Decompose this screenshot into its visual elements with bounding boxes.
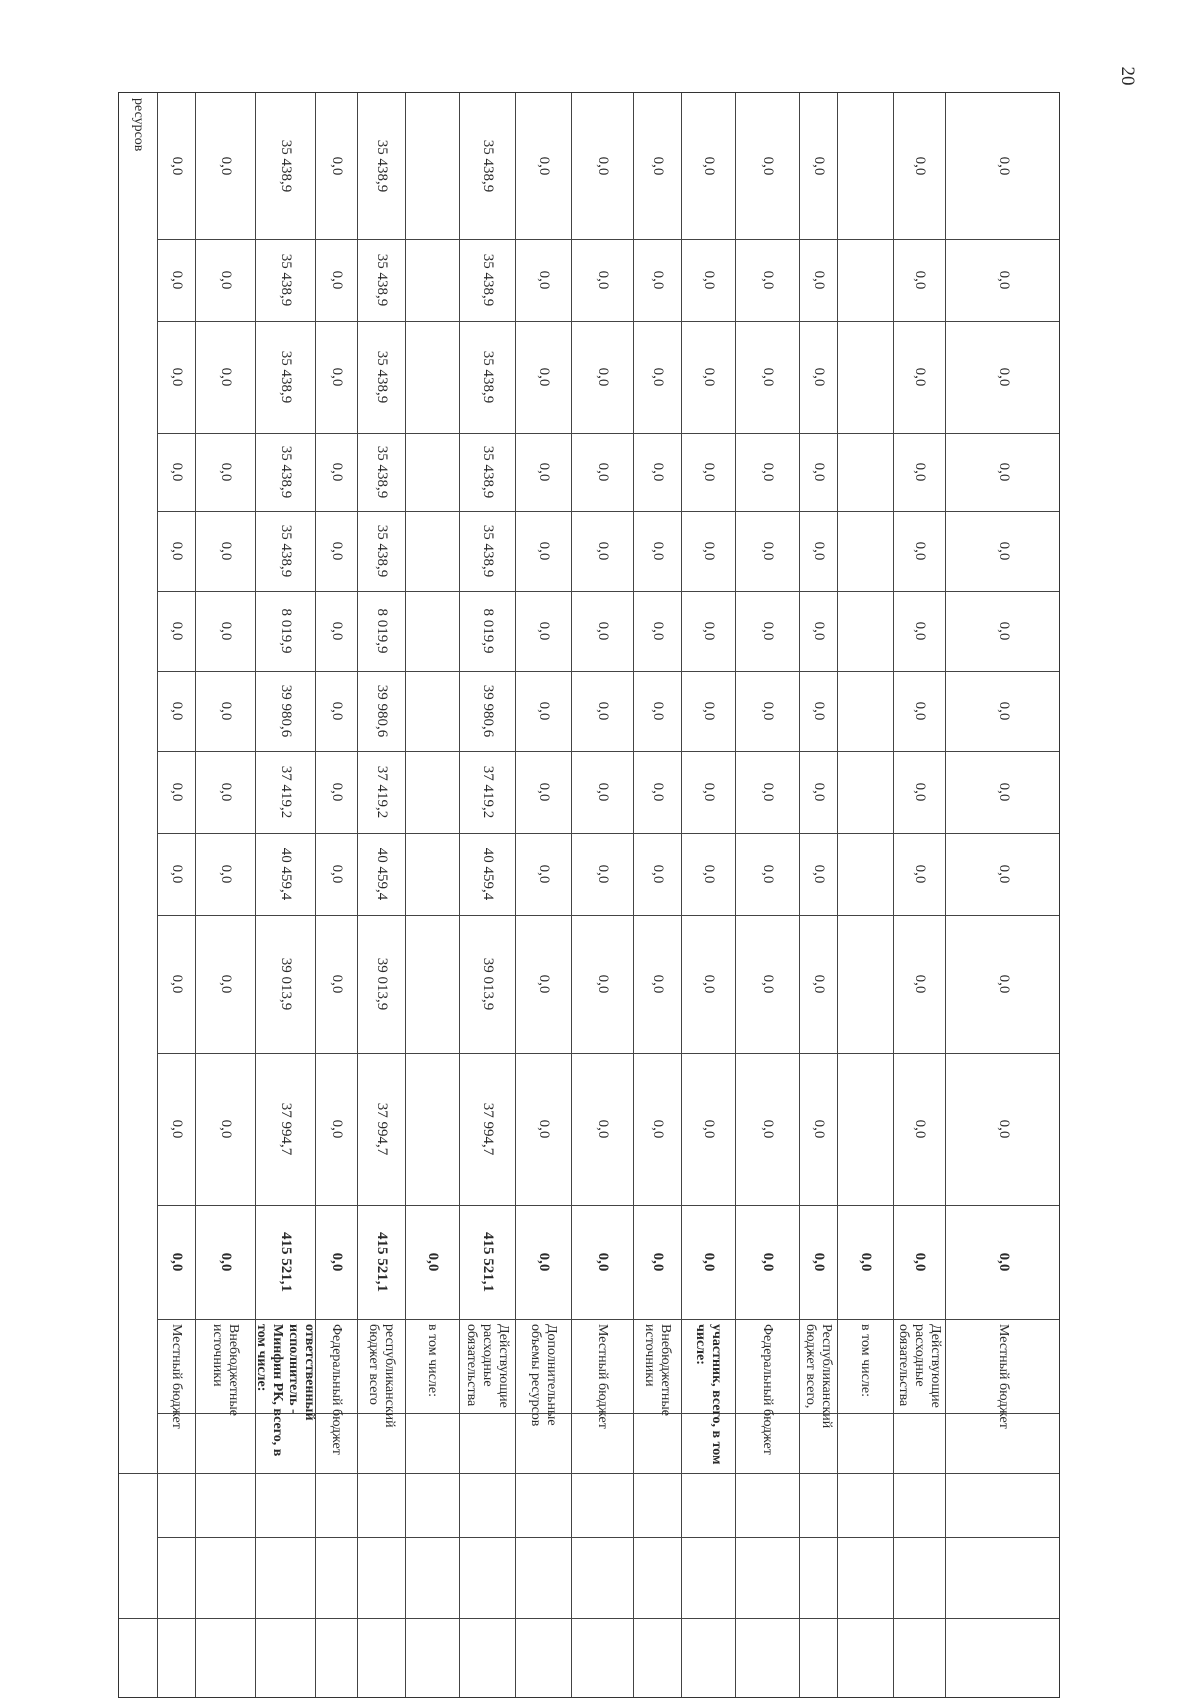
table-column-border [157, 671, 1060, 672]
table-cell: 0,0 [535, 156, 552, 176]
table-cell: 0,0 [535, 864, 552, 884]
table-cell: 0,0 [649, 701, 666, 721]
table-cell: 8 019,9 [277, 608, 294, 654]
table-cell: 0,0 [168, 462, 185, 482]
table-cell: 0,0 [217, 1119, 234, 1139]
table-cell: 0,0 [700, 156, 717, 176]
table-cell: 0,0 [594, 621, 611, 641]
table-cell: 0,0 [217, 701, 234, 721]
table-cell: 37 994,7 [479, 1102, 496, 1156]
table-cell: 39 980,6 [277, 684, 294, 738]
row-label: Действующие расходные обязательства [895, 1324, 944, 1408]
table-cell [838, 838, 892, 910]
table-column-border [119, 1618, 1060, 1619]
table-cell: 37 994,7 [373, 1102, 390, 1156]
table-cell: 0,0 [810, 974, 827, 994]
row-total: 0,0 [217, 1252, 234, 1272]
table-cell: 0,0 [328, 782, 345, 802]
table-cell: 0,0 [759, 367, 776, 387]
table-cell: 0,0 [649, 1119, 666, 1139]
table-cell: 35 438,9 [373, 524, 390, 578]
table-cell: 0,0 [168, 621, 185, 641]
table-cell: 0,0 [810, 1119, 827, 1139]
table-cell: 0,0 [700, 621, 717, 641]
table-cell [406, 516, 458, 586]
table-cell: 0,0 [911, 462, 928, 482]
table-cell: 37 419,2 [479, 765, 496, 819]
row-total: 0,0 [594, 1252, 611, 1272]
table-cell: 0,0 [649, 462, 666, 482]
table-cell: 39 013,9 [277, 957, 294, 1011]
table-cell: 0,0 [995, 974, 1012, 994]
row-label: республиканский бюджет всего [366, 1324, 398, 1428]
table-column-border [157, 915, 1060, 916]
table-cell: 0,0 [995, 864, 1012, 884]
table-cell [406, 596, 458, 666]
table-cell: 35 438,9 [277, 524, 294, 578]
table-cell: 35 438,9 [277, 253, 294, 307]
row-label: Федеральный бюджет [329, 1324, 345, 1455]
table-cell: 0,0 [328, 974, 345, 994]
table-cell: 0,0 [759, 864, 776, 884]
table-cell: 0,0 [594, 974, 611, 994]
row-label: Внебюджетные источники [210, 1324, 242, 1416]
table-cell [406, 756, 458, 828]
table-cell: 0,0 [700, 270, 717, 290]
table-cell: 0,0 [328, 541, 345, 561]
table-cell [838, 98, 892, 234]
table-cell: 0,0 [594, 1119, 611, 1139]
table-cell [406, 438, 458, 506]
table-cell: 39 980,6 [479, 684, 496, 738]
table-cell: 0,0 [217, 270, 234, 290]
table-cell: 0,0 [700, 1119, 717, 1139]
row-label: в том числе: [858, 1324, 874, 1397]
table-cell [406, 676, 458, 746]
table-cell: 0,0 [810, 621, 827, 641]
table-cell: 0,0 [759, 541, 776, 561]
table-cell: 0,0 [810, 541, 827, 561]
table-column-border [157, 321, 1060, 322]
table-cell: 40 459,4 [373, 847, 390, 901]
table-cell: 0,0 [700, 541, 717, 561]
table-cell: 0,0 [810, 864, 827, 884]
row-label: Федеральный бюджет [760, 1324, 776, 1455]
row-total: 0,0 [759, 1252, 776, 1272]
table-cell: 0,0 [594, 156, 611, 176]
table-cell: 35 438,9 [277, 445, 294, 499]
table-column-border [157, 1319, 1060, 1320]
table-cell [406, 244, 458, 316]
table-cell: 37 419,2 [277, 765, 294, 819]
table-cell: 0,0 [995, 367, 1012, 387]
table-column-border [157, 751, 1060, 752]
table-cell: 0,0 [759, 974, 776, 994]
table-cell: 0,0 [168, 367, 185, 387]
table-cell [838, 756, 892, 828]
table-cell: 0,0 [535, 541, 552, 561]
table-cell: 0,0 [328, 462, 345, 482]
table-cell: 0,0 [759, 156, 776, 176]
table-cell: 0,0 [535, 462, 552, 482]
table-cell: 0,0 [911, 701, 928, 721]
table-cell: 35 438,9 [479, 139, 496, 193]
table-cell: 0,0 [995, 541, 1012, 561]
table-column-border [157, 591, 1060, 592]
table-cell: 0,0 [911, 156, 928, 176]
row-label: Внебюджетные источники [642, 1324, 674, 1416]
table-cell: 0,0 [810, 462, 827, 482]
table-cell: 0,0 [995, 156, 1012, 176]
table-cell: 0,0 [217, 782, 234, 802]
table-cell: 8 019,9 [479, 608, 496, 654]
table-cell: 0,0 [217, 864, 234, 884]
page-number: 20 [1117, 66, 1138, 86]
table-cell: 35 438,9 [277, 139, 294, 193]
row-total: 0,0 [911, 1252, 928, 1272]
table-cell: 0,0 [911, 782, 928, 802]
table-cell: 39 013,9 [373, 957, 390, 1011]
table-cell [406, 920, 458, 1048]
row-label: в том числе: [425, 1324, 441, 1397]
table-cell: 0,0 [535, 621, 552, 641]
table-cell: 0,0 [911, 541, 928, 561]
row-label: Местный бюджет [996, 1324, 1012, 1429]
table-cell: 0,0 [995, 1119, 1012, 1139]
table-cell [838, 516, 892, 586]
table-cell: 0,0 [649, 974, 666, 994]
table-cell: 37 419,2 [373, 765, 390, 819]
row-label: Действующие расходные обязательства [463, 1324, 512, 1408]
table-cell: 0,0 [535, 270, 552, 290]
header-fragment: ресурсов [131, 98, 147, 152]
table-cell: 0,0 [911, 270, 928, 290]
table-cell [406, 838, 458, 910]
row-total: 0,0 [424, 1252, 441, 1272]
table-cell [838, 676, 892, 746]
row-label: Местный бюджет [169, 1324, 185, 1429]
row-total: 415 521,1 [373, 1232, 390, 1292]
table-cell: 0,0 [217, 156, 234, 176]
table-cell: 0,0 [649, 156, 666, 176]
table-cell: 0,0 [594, 701, 611, 721]
row-label: Дополнительные объемы ресурсов [528, 1324, 560, 1427]
row-total: 0,0 [700, 1252, 717, 1272]
table-cell: 0,0 [535, 974, 552, 994]
table-cell: 0,0 [759, 1119, 776, 1139]
table-cell: 0,0 [217, 621, 234, 641]
table-cell: 0,0 [168, 782, 185, 802]
table-column-border [157, 1205, 1060, 1206]
table-cell: 35 438,9 [479, 350, 496, 404]
table-cell: 35 438,9 [373, 445, 390, 499]
table-cell: 40 459,4 [277, 847, 294, 901]
table-cell: 0,0 [328, 367, 345, 387]
table-cell: 0,0 [535, 782, 552, 802]
table-cell: 0,0 [810, 782, 827, 802]
table-cell: 0,0 [217, 462, 234, 482]
table-cell: 0,0 [649, 621, 666, 641]
table-cell: 0,0 [649, 864, 666, 884]
table-cell: 0,0 [168, 270, 185, 290]
table-cell: 0,0 [594, 367, 611, 387]
table-cell: 0,0 [759, 621, 776, 641]
row-total: 0,0 [857, 1252, 874, 1272]
table-cell [406, 98, 458, 234]
table-cell: 35 438,9 [479, 445, 496, 499]
table-cell: 0,0 [328, 270, 345, 290]
table-cell: 0,0 [911, 974, 928, 994]
table-cell [838, 1058, 892, 1200]
table-cell: 0,0 [995, 462, 1012, 482]
table-cell: 35 438,9 [479, 524, 496, 578]
table-cell [838, 438, 892, 506]
table-column-border [157, 511, 1060, 512]
table-column-border [157, 1053, 1060, 1054]
table-cell: 0,0 [328, 701, 345, 721]
table-cell: 0,0 [594, 462, 611, 482]
table-cell: 0,0 [995, 782, 1012, 802]
table-cell: 0,0 [810, 156, 827, 176]
row-total: 0,0 [535, 1252, 552, 1272]
table-cell: 0,0 [700, 462, 717, 482]
table-cell: 0,0 [810, 367, 827, 387]
table-cell [406, 326, 458, 428]
table-cell: 39 013,9 [479, 957, 496, 1011]
table-cell: 0,0 [911, 1119, 928, 1139]
row-total: 0,0 [328, 1252, 345, 1272]
table-cell: 35 438,9 [373, 350, 390, 404]
table-cell: 0,0 [328, 1119, 345, 1139]
row-total: 0,0 [810, 1252, 827, 1272]
table-cell: 40 459,4 [479, 847, 496, 901]
table-cell: 0,0 [700, 367, 717, 387]
table-cell: 35 438,9 [373, 253, 390, 307]
table-cell [838, 596, 892, 666]
row-total: 0,0 [649, 1252, 666, 1272]
table-cell: 0,0 [168, 974, 185, 994]
table-cell: 8 019,9 [373, 608, 390, 654]
row-label: ответственный исполнитель - Минфин РК, всего, в том числе: [253, 1324, 318, 1457]
row-label: Местный бюджет [595, 1324, 611, 1429]
table-cell: 0,0 [995, 701, 1012, 721]
row-label: участник, всего, в том числе: [693, 1324, 725, 1465]
table-cell: 0,0 [594, 782, 611, 802]
row-total: 0,0 [168, 1252, 185, 1272]
table-cell: 0,0 [535, 367, 552, 387]
table-cell: 39 980,6 [373, 684, 390, 738]
table-cell: 35 438,9 [277, 350, 294, 404]
table-cell: 0,0 [810, 701, 827, 721]
table-cell: 0,0 [700, 974, 717, 994]
row-total: 415 521,1 [277, 1232, 294, 1292]
table-cell: 0,0 [168, 541, 185, 561]
table-cell: 0,0 [810, 270, 827, 290]
table-cell: 0,0 [168, 1119, 185, 1139]
table-cell: 0,0 [649, 782, 666, 802]
table-cell: 0,0 [649, 541, 666, 561]
table-cell: 0,0 [594, 541, 611, 561]
table-cell: 0,0 [911, 367, 928, 387]
row-total: 0,0 [995, 1252, 1012, 1272]
table-cell: 0,0 [217, 541, 234, 561]
table-cell: 0,0 [995, 621, 1012, 641]
table-cell: 0,0 [535, 1119, 552, 1139]
table-column-border [119, 1473, 1060, 1474]
table-cell: 0,0 [217, 974, 234, 994]
table-cell: 35 438,9 [373, 139, 390, 193]
table-cell: 0,0 [328, 621, 345, 641]
table-cell: 0,0 [328, 156, 345, 176]
table-cell: 0,0 [594, 864, 611, 884]
table-cell: 0,0 [168, 864, 185, 884]
table-cell: 0,0 [649, 367, 666, 387]
table-cell: 0,0 [700, 701, 717, 721]
table-cell: 0,0 [759, 462, 776, 482]
table-cell: 0,0 [759, 782, 776, 802]
table-cell: 0,0 [911, 864, 928, 884]
row-label: Республиканский бюджет всего, [803, 1324, 835, 1429]
table-cell [838, 244, 892, 316]
table-column-border [157, 1537, 1060, 1538]
table-cell: 0,0 [168, 156, 185, 176]
table-cell: 0,0 [217, 367, 234, 387]
table-cell: 0,0 [700, 864, 717, 884]
table-cell [838, 326, 892, 428]
table-cell [838, 920, 892, 1048]
table-cell: 37 994,7 [277, 1102, 294, 1156]
table-column-border [157, 433, 1060, 434]
row-total: 415 521,1 [479, 1232, 496, 1292]
table-cell: 0,0 [594, 270, 611, 290]
table-cell: 0,0 [535, 701, 552, 721]
table-cell: 0,0 [995, 270, 1012, 290]
table-cell: 0,0 [649, 270, 666, 290]
table-cell: 0,0 [759, 701, 776, 721]
table-cell: 0,0 [911, 621, 928, 641]
table-cell: 0,0 [328, 864, 345, 884]
table-column-border [157, 239, 1060, 240]
table-cell: 35 438,9 [479, 253, 496, 307]
table-cell: 0,0 [759, 270, 776, 290]
table-cell: 0,0 [700, 782, 717, 802]
table-column-border [157, 833, 1060, 834]
budget-table [118, 92, 1060, 1698]
table-cell: 0,0 [168, 701, 185, 721]
table-cell [406, 1058, 458, 1200]
